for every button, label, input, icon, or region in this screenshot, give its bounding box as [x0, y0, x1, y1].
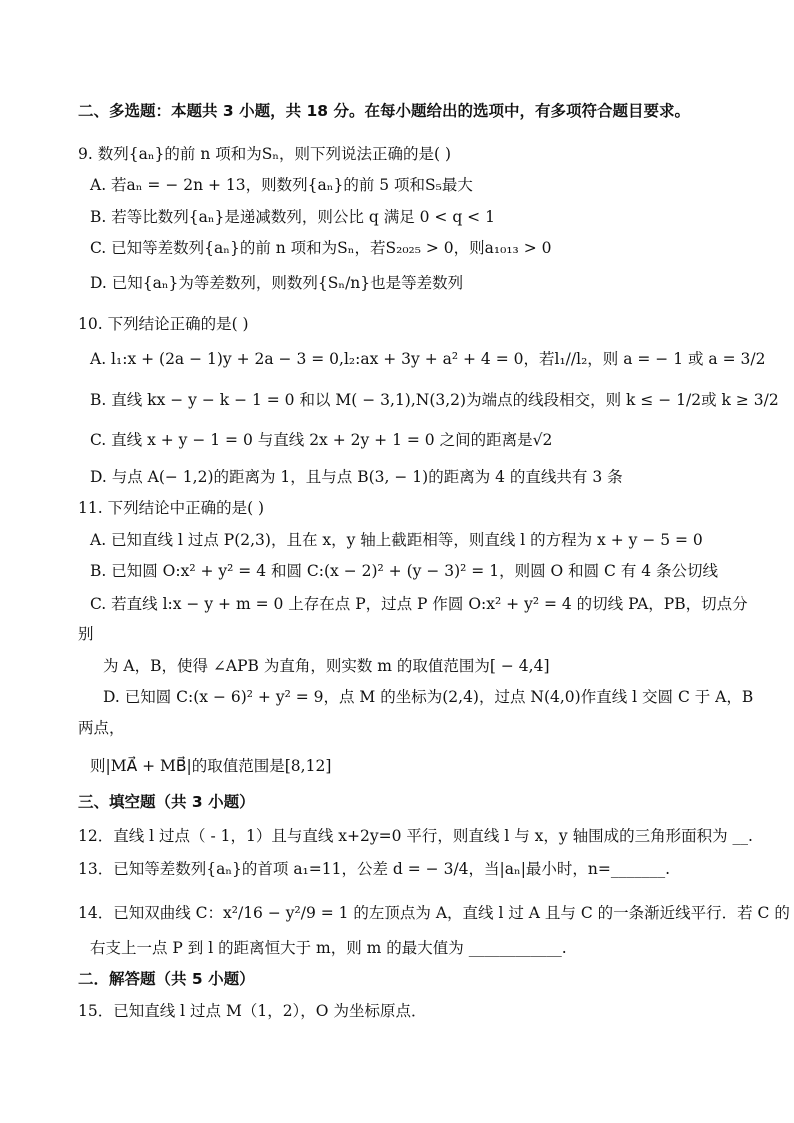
question-11-option-d-line1: D. 已知圆 C:(x − 6)² + y² = 9，点 M 的坐标为(2,4)，过点 N(4,0)作直线 l 交圆 C 于 A，B: [103, 688, 754, 706]
question-9-option-c: C. 已知等差数列{aₙ}的前 n 项和为Sₙ，若S₂₀₂₅ > 0，则a₁₀₁₃ > 0: [90, 239, 552, 257]
question-11-option-c-line2: 别: [78, 625, 94, 643]
question-11-option-b: B. 已知圆 O:x² + y² = 4 和圆 C:(x − 2)² + (y − 3)² = 1，则圆 O 和圆 C 有 4 条公切线: [90, 562, 719, 580]
question-11-option-c-line3: 为 A，B，使得 ∠APB 为直角，则实数 m 的取值范围为[ − 4,4]: [103, 657, 550, 675]
question-13: 13．已知等差数列{aₙ}的首项 a₁=11，公差 d = − 3/4，当|aₙ|最小时，n=_______.: [78, 860, 671, 878]
question-9-option-a: A. 若aₙ = − 2n + 13，则数列{aₙ}的前 5 项和S₅最大: [90, 176, 473, 194]
question-14-line1: 14．已知双曲线 C：x²/16 − y²/9 = 1 的左顶点为 A，直线 l 过 A 且与 C 的一条渐近线平行．若 C 的: [78, 904, 790, 922]
question-11-stem: 11. 下列结论中正确的是( ): [78, 499, 265, 517]
question-9-stem: 9. 数列{aₙ}的前 n 项和为Sₙ，则下列说法正确的是( ): [78, 145, 452, 163]
question-11-option-d-line2: 两点，: [78, 719, 125, 737]
question-12: 12．直线 l 过点（ - 1，1）且与直线 x+2y=0 平行，则直线 l 与 x，y 轴围成的三角形面积为 __.: [78, 827, 753, 845]
question-15: 15．已知直线 l 过点 M（1，2），O 为坐标原点．: [78, 1002, 427, 1020]
question-10-option-c: C. 直线 x + y − 1 = 0 与直线 2x + 2y + 1 = 0 之间的距离是√2: [90, 431, 553, 449]
question-11-option-c-line1: C. 若直线 l:x − y + m = 0 上存在点 P，过点 P 作圆 O:x² + y² = 4 的切线 PA，PB，切点分: [90, 595, 748, 613]
question-9-option-d: D. 已知{aₙ}为等差数列，则数列{Sₙ/n}也是等差数列: [90, 274, 464, 292]
section-fill-in-heading: 三、填空题（共 3 小题）: [78, 793, 255, 811]
section-answer-heading: 二．解答题（共 5 小题）: [78, 970, 255, 988]
question-10-option-d: D. 与点 A(− 1,2)的距离为 1，且与点 B(3, − 1)的距离为 4 的直线共有 3 条: [90, 468, 623, 486]
question-11-option-a: A. 已知直线 l 过点 P(2,3)，且在 x，y 轴上截距相等，则直线 l 的方程为 x + y − 5 = 0: [90, 531, 703, 549]
section-multiple-choice-heading: 二、多选题：本题共 3 小题，共 18 分。在每小题给出的选项中，有多项符合题目要求。: [78, 102, 690, 120]
question-11-option-d-line3: 则|MA⃗ + MB⃗|的取值范围是[8,12]: [90, 757, 332, 775]
question-10-option-a: A. l₁:x + (2a − 1)y + 2a − 3 = 0,l₂:ax + 3y + a² + 4 = 0，若l₁//l₂，则 a = − 1 或 a = 3/2: [90, 350, 766, 368]
question-10-stem: 10. 下列结论正确的是( ): [78, 315, 249, 333]
question-9-option-b: B. 若等比数列{aₙ}是递减数列，则公比 q 满足 0 < q < 1: [90, 208, 495, 226]
question-10-option-b: B. 直线 kx − y − k − 1 = 0 和以 M( − 3,1),N(3,2)为端点的线段相交，则 k ≤ − 1/2或 k ≥ 3/2: [90, 391, 779, 409]
question-14-line2: 右支上一点 P 到 l 的距离恒大于 m，则 m 的最大值为 ____________.: [90, 939, 567, 957]
